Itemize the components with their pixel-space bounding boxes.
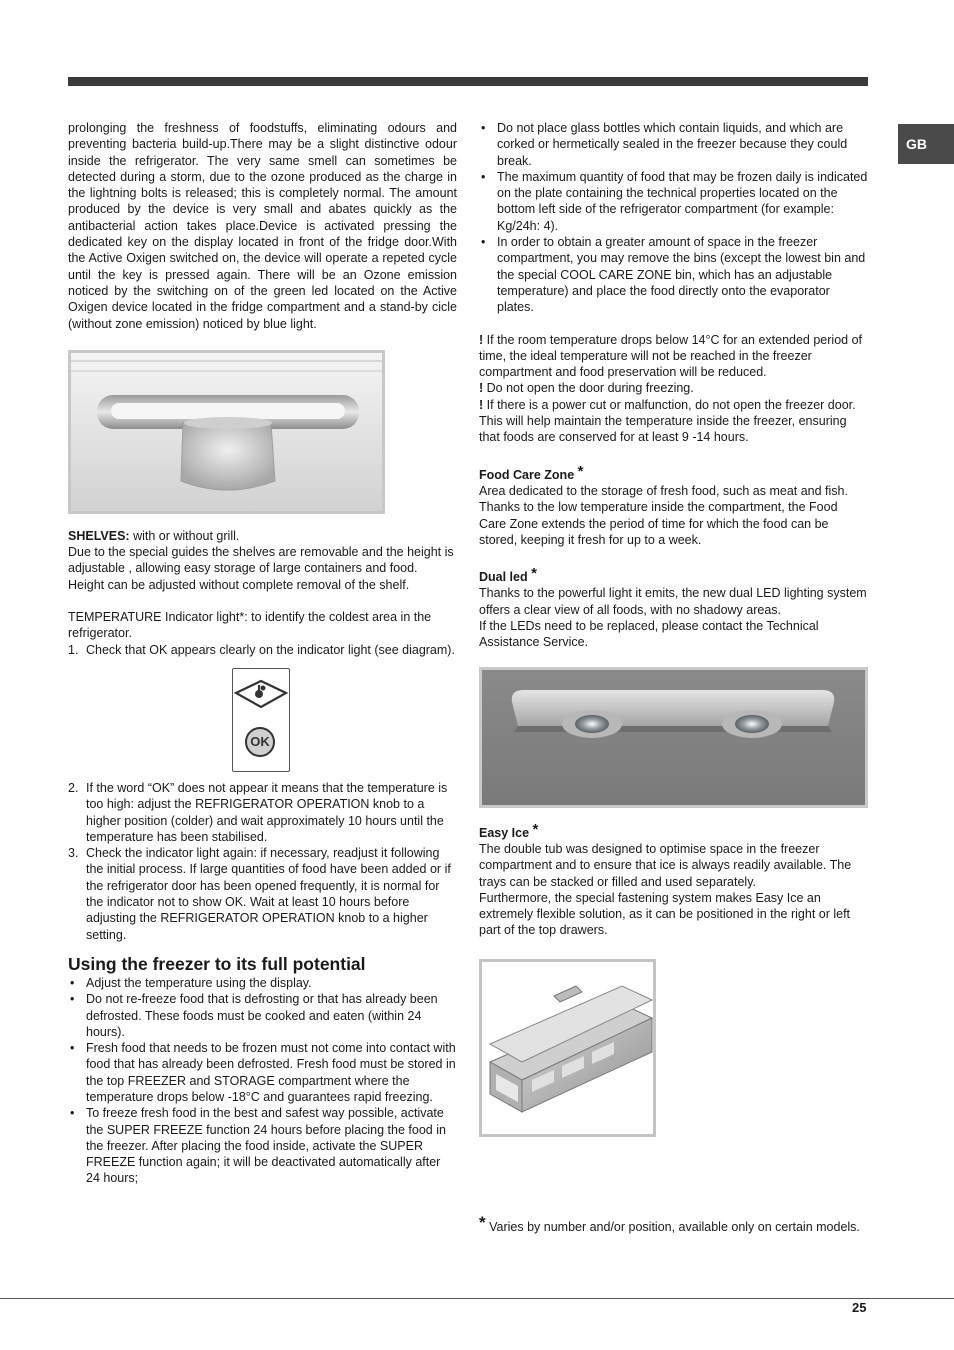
warning-mark: ! bbox=[479, 397, 484, 412]
dual-led-figure bbox=[479, 667, 868, 808]
warning-mark: ! bbox=[479, 332, 484, 347]
dual-led-text: Thanks to the powerful light it emits, the new dual LED lighting system offers a clear view of all foods, with no shadowy areas. bbox=[479, 586, 867, 617]
temperature-indicator-intro: TEMPERATURE Indicator light*: to identify the coldest area in the refrigerator. bbox=[68, 610, 432, 641]
shelves-text: Due to the special guides the shelves are removable and the height is adjustable , allowing easy storage of large containers and food. Height can be adjusted without complete removal of the shelf. bbox=[68, 545, 454, 592]
list-item: • Do not re-freeze food that is defrosting or that has already been defrosted. These foods must be cooked and eaten (within 24 hours). bbox=[68, 991, 457, 1040]
asterisk: * bbox=[479, 1212, 486, 1232]
right-column bbox=[479, 120, 868, 1235]
shelves-suffix: with or without grill. bbox=[129, 528, 240, 543]
easy-ice-text: The double tub was designed to optimise space in the freezer compartment and to ensure that ice is always readily available. The trays can be stacked or filled and used separately. bbox=[479, 841, 852, 889]
ice-tray-illustration bbox=[482, 962, 653, 1134]
warning-1: ! If the room temperature drops below 14°C for an extended period of time, the ideal temperature will not be reached in the freezer compartment and food preservation will be reduced. bbox=[479, 332, 862, 380]
shelves-label: SHELVES: bbox=[68, 528, 130, 543]
ok-indicator: OK bbox=[245, 727, 275, 757]
list-item: • To freeze fresh food in the best and safest way possible, activate the SUPER FREEZE function 24 hours before placing the food in the freezer. After placing the food inside, activate the SUPER FREEZE function again; it will be deactivated automatically after 24 hours; bbox=[68, 1105, 457, 1186]
list-item: • In order to obtain a greater amount of space in the freezer compartment, you may remove the bins (except the lowest bin and the special COOL CARE ZONE bin, which has an adjustable temperature) and place the food directly onto the evaporator plates. bbox=[479, 234, 868, 315]
food-care-zone-text: Area dedicated to the storage of fresh food, such as meat and fish. Thanks to the low temperature inside the compartment, the Food Care Zone extends the period of time for which the food can be stored, keeping it fresh for up to a week. bbox=[479, 483, 848, 547]
header-rule bbox=[68, 77, 868, 86]
list-item: 1. Check that OK appears clearly on the indicator light (see diagram). bbox=[68, 642, 455, 657]
shelves-heading-line bbox=[68, 528, 457, 544]
warning-2: ! Do not open the door during freezing. bbox=[479, 381, 694, 396]
list-item: 2. If the word “OK” does not appear it means that the temperature is too high: adjust the REFRIGERATOR OPERATION knob to a higher position (colder) and wait approximately 10 hours until the temperature has been stabilised. bbox=[68, 780, 448, 844]
list-item: • Fresh food that needs to be frozen must not come into contact with food that has already been defrosted. Fresh food must be stored in the top FREEZER and STORAGE compartment where the temperature drops below -18°C and guarantees rapid freezing. bbox=[68, 1040, 457, 1105]
freezer-bullet-list bbox=[68, 975, 457, 1187]
language-tab: GB bbox=[898, 124, 954, 164]
left-column bbox=[68, 120, 457, 1187]
section-title: Using the freezer to its full potential bbox=[68, 953, 366, 974]
page-number: 25 bbox=[852, 1300, 867, 1315]
easy-ice-title: Easy Ice * bbox=[479, 820, 539, 840]
temperature-steps-b bbox=[68, 780, 457, 943]
easy-ice-fastening-text: Furthermore, the special fastening system makes Easy Ice an extremely flexible solution, as it can be positioned in the right or left part of the top drawers. bbox=[479, 890, 851, 938]
freezer-tips-list bbox=[479, 120, 868, 316]
active-oxygen-device-illustration bbox=[71, 353, 382, 511]
food-care-zone-title: Food Care Zone * bbox=[479, 462, 584, 482]
active-oxygen-figure bbox=[68, 350, 385, 514]
active-oxygen-paragraph: prolonging the freshness of foodstuffs, eliminating odours and preventing bacteria build-up.There may be a slight distinctive odour inside the refrigerator. The very same smell can sometimes be detected during a storm, due to the ozone produced as the charge in the lightning bolts is released; this is completely normal. The amount produced by the device is very small and abates quickly as the antibacterial action takes place.Device is activated pressing the dedicated key on the display located in front of the fridge door.With the Active Oxigen switched on, the device will operate a repeted cycle until the key is pressed again. There will be an Ozone emission noticed by the switching on of the green led located on the Active Oxigen device located in the fridge compartment and a stand-by cicle (without zone emission) noticed by blue light. bbox=[68, 121, 457, 331]
list-item: • Do not place glass bottles which contain liquids, and which are corked or hermetically sealed in the freezer because they could break. bbox=[479, 120, 868, 169]
asterisk: * bbox=[531, 565, 537, 583]
indicator-light-figure bbox=[232, 668, 290, 772]
warning-mark: ! bbox=[479, 381, 484, 396]
asterisk: * bbox=[532, 820, 539, 838]
footnote: * Varies by number and/or position, available only on certain models. bbox=[479, 1212, 860, 1234]
easy-ice-figure bbox=[479, 959, 656, 1137]
warning-3: ! If there is a power cut or malfunction, do not open the freezer door. This will help maintain the temperature inside the freezer, ensuring that foods are conserved for at least 9 -14 hours. bbox=[479, 397, 856, 445]
footer-rule bbox=[0, 1298, 954, 1299]
dual-led-title: Dual led * bbox=[479, 565, 537, 585]
dual-led-illustration bbox=[482, 670, 865, 805]
list-item: • The maximum quantity of food that may be frozen daily is indicated on the plate containing the technical properties located on the bottom left side of the refrigerator compartment (for example: Kg/24h: 4). bbox=[479, 169, 868, 234]
list-item: 3. Check the indicator light again: if necessary, readjust it following the initial process. If large quantities of food have been added or if the refrigerator door has been opened frequently, it is normal for the indicator not to show OK. Wait at least 10 hours before adjusting the REFRIGERATOR OPERATION knob to a higher setting. bbox=[68, 846, 451, 942]
temperature-steps-a bbox=[68, 642, 457, 658]
asterisk: * bbox=[577, 462, 584, 480]
dual-led-service-text: If the LEDs need to be replaced, please contact the Technical Assistance Service. bbox=[479, 619, 819, 650]
list-item: • Adjust the temperature using the display. bbox=[68, 975, 457, 991]
